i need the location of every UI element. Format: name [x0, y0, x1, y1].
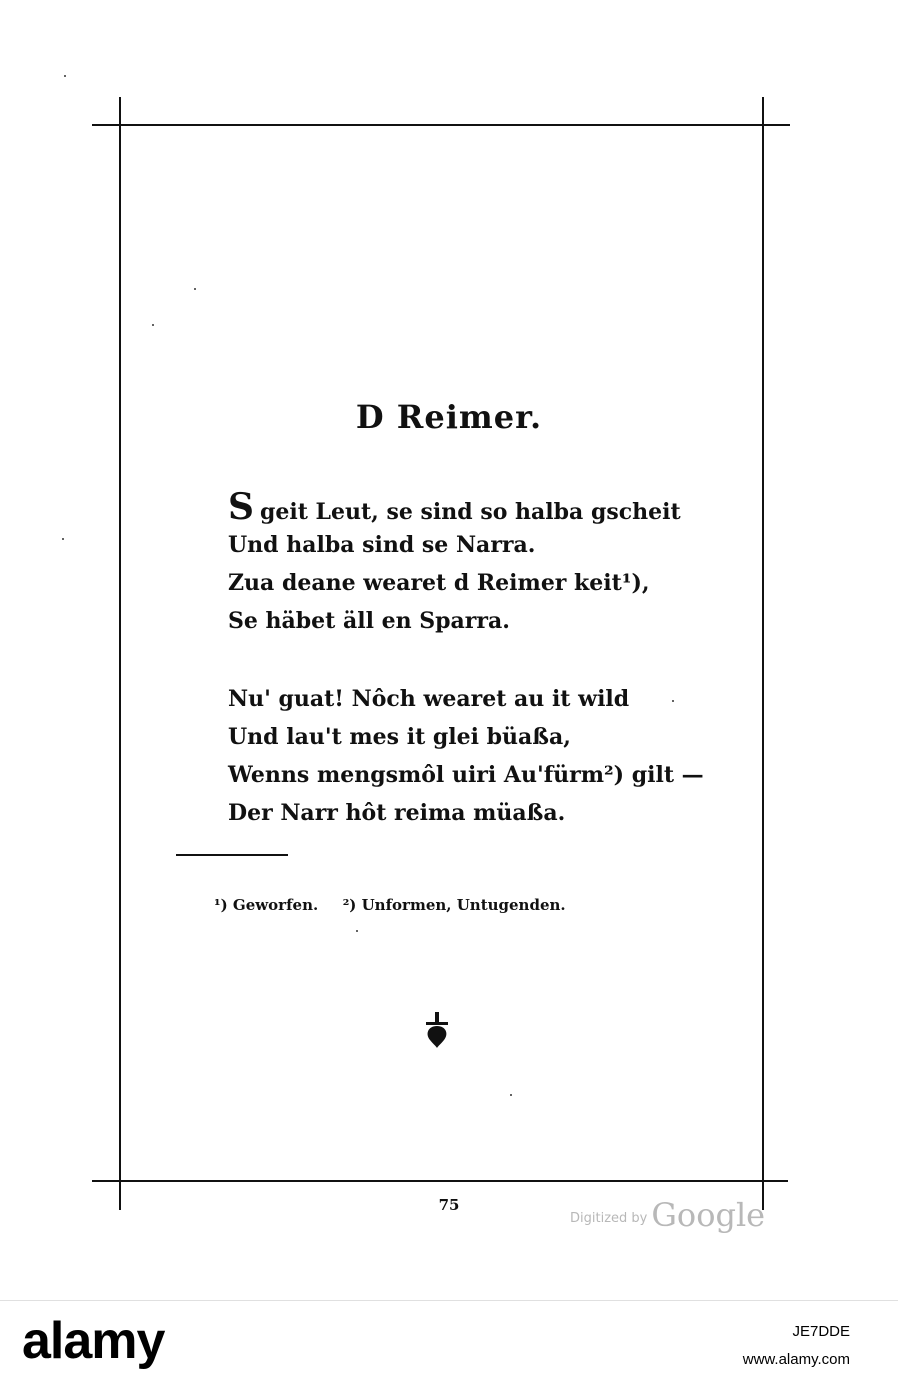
top-border-line	[92, 124, 790, 126]
stanza-2-line-1: Nu' guat! Nôch wearet au it wild	[228, 686, 630, 712]
digitized-prefix: Digitized by	[570, 1211, 648, 1226]
stock-id: JE7DDE	[792, 1323, 850, 1340]
stanza-1-line-3: Zua deane wearet d Reimer keit¹),	[228, 570, 650, 596]
stanza-1-line-1	[228, 488, 681, 526]
site-url: www.alamy.com	[742, 1351, 850, 1368]
footnote-rule	[176, 854, 288, 856]
google-wordmark: Google	[651, 1196, 766, 1234]
stanza-2	[228, 680, 704, 832]
left-border-line	[119, 97, 121, 1210]
page-number: 75	[438, 1196, 460, 1214]
drop-initial: S	[228, 486, 254, 528]
stanza-1-line-2: Und halba sind se Narra.	[228, 532, 536, 558]
fleuron-icon	[422, 1010, 452, 1050]
stanza-2-line-4: Der Narr hôt reima müaßa.	[228, 800, 566, 826]
stanza-1-line-4: Se häbet äll en Sparra.	[228, 608, 510, 634]
footnote-2-mark: ²)	[342, 896, 357, 914]
footnote-2-text: Unformen, Untugenden.	[361, 896, 566, 914]
footnote-1-mark: ¹)	[214, 896, 228, 914]
poem-title: D Reimer.	[355, 398, 543, 436]
stanza-2-line-2: Und lau't mes it glei büaßa,	[228, 724, 571, 750]
alamy-logo: alamy	[22, 1312, 165, 1370]
right-border-line	[762, 97, 764, 1210]
digitized-watermark	[570, 1196, 765, 1234]
stanza-1	[228, 488, 681, 640]
footnotes	[214, 896, 566, 914]
stanza-2-line-3: Wenns mengsmôl uiri Au'fürm²) gilt —	[228, 762, 704, 788]
line-1-rest: geit Leut, se sind so halba gscheit	[260, 499, 681, 525]
bottom-border-line	[92, 1180, 788, 1182]
stock-banner	[0, 1300, 898, 1391]
footnote-1-text: Geworfen.	[232, 896, 319, 914]
